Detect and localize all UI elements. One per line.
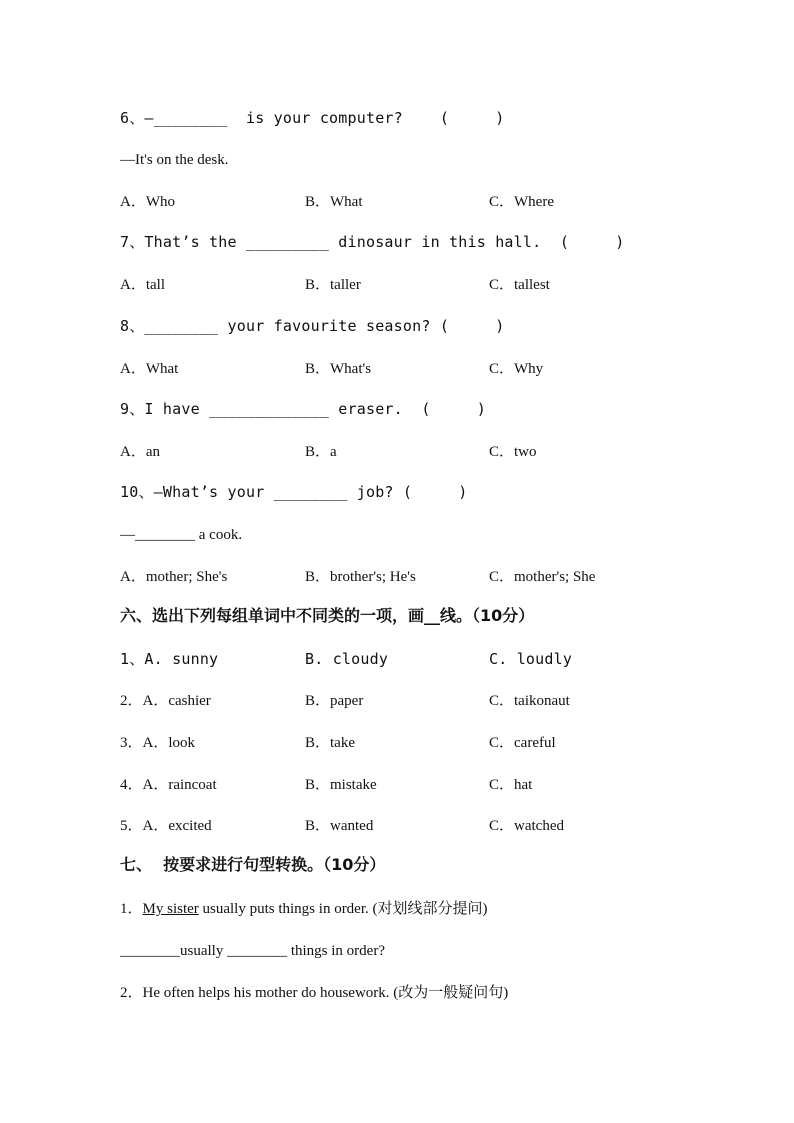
option-c[interactable]: C．mother's; She	[489, 569, 596, 585]
question-6-stem: 6、—________ is your computer? ( )	[120, 109, 505, 127]
word-c[interactable]: C．hat	[489, 777, 533, 793]
question-6-answer-line: —It's on the desk.	[120, 152, 229, 168]
question-7-stem: 7、That’s the _________ dinosaur in this hall. ( )	[120, 233, 625, 251]
word-a[interactable]: 4．A．raincoat	[120, 777, 217, 793]
section-7-item-1-answer[interactable]: ________usually ________ things in order?	[120, 943, 385, 959]
question-9-options	[0, 442, 794, 462]
word-a[interactable]: 2．A．cashier	[120, 693, 211, 709]
section-6-heading: 六、选出下列每组单词中不同类的一项，画__线。（10分）	[120, 606, 535, 625]
question-6-options	[0, 192, 794, 212]
option-a[interactable]: A．tall	[120, 277, 165, 293]
section-6-row-2	[0, 691, 794, 711]
option-a[interactable]: A．Who	[120, 194, 175, 210]
section-7-item-1	[120, 899, 488, 919]
section-6-row-4	[0, 775, 794, 795]
question-9-stem: 9、I have _____________ eraser. ( )	[120, 400, 486, 418]
word-b[interactable]: B．mistake	[305, 777, 377, 793]
option-c[interactable]: C．two	[489, 444, 537, 460]
underlined-phrase: My sister	[142, 901, 199, 917]
option-a[interactable]: A．an	[120, 444, 160, 460]
question-7-options	[0, 275, 794, 295]
option-b[interactable]: B．a	[305, 444, 337, 460]
section-6-row-3	[0, 733, 794, 753]
question-10-stem: 10、—What’s your ________ job? ( )	[120, 483, 468, 501]
section-7-heading: 七、 按要求进行句型转换。（10分）	[120, 855, 386, 874]
section-6-row-1	[0, 649, 794, 669]
option-a[interactable]: A．What	[120, 361, 179, 377]
word-a[interactable]: 3．A．look	[120, 735, 196, 751]
word-b[interactable]: B．take	[305, 735, 355, 751]
section-7-item-2: 2．He often helps his mother do housework. (改为一般疑问句)	[120, 985, 509, 1001]
word-b[interactable]: B．paper	[305, 693, 364, 709]
word-a[interactable]: 5．A．excited	[120, 818, 212, 834]
option-b[interactable]: B．What	[305, 194, 363, 210]
option-b[interactable]: B．What's	[305, 361, 372, 377]
option-c[interactable]: C．Why	[489, 361, 544, 377]
item-text: usually puts things in order. (对划线部分提问)	[198, 901, 488, 917]
word-a[interactable]: 1、A. sunny	[120, 650, 219, 668]
word-c[interactable]: C．taikonaut	[489, 693, 570, 709]
word-c[interactable]: C．careful	[489, 735, 556, 751]
section-6-row-5	[0, 816, 794, 836]
option-c[interactable]: C．Where	[489, 194, 554, 210]
option-b[interactable]: B．taller	[305, 277, 361, 293]
question-10-answer-line: —________ a cook.	[120, 527, 243, 543]
option-c[interactable]: C．tallest	[489, 277, 550, 293]
item-number: 1．	[120, 901, 143, 917]
option-b[interactable]: B．brother's; He's	[305, 569, 416, 585]
word-c[interactable]: C．watched	[489, 818, 564, 834]
question-8-options	[0, 359, 794, 379]
question-8-stem: 8、________ your favourite season? ( )	[120, 317, 505, 335]
question-10-options	[0, 567, 794, 587]
word-b[interactable]: B．wanted	[305, 818, 374, 834]
word-c[interactable]: C. loudly	[489, 650, 573, 668]
word-b[interactable]: B. cloudy	[305, 650, 389, 668]
option-a[interactable]: A．mother; She's	[120, 569, 228, 585]
